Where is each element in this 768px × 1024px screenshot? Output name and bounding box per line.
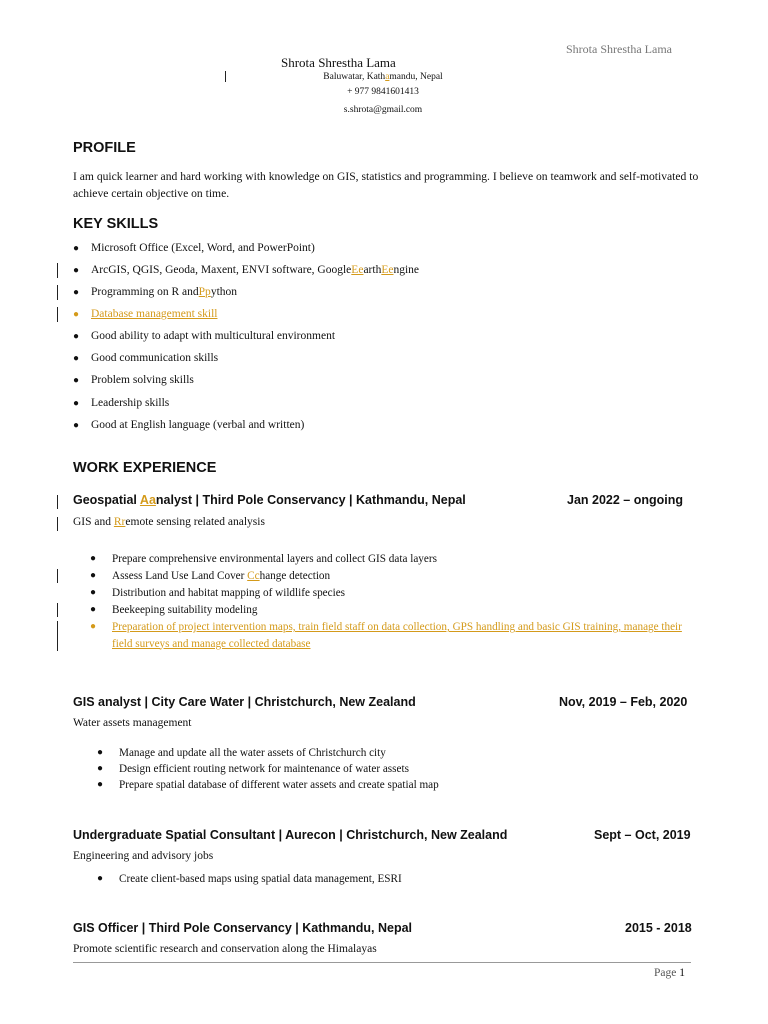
job-bullet: ● Design efficient routing network for maintenance of water assets — [97, 763, 409, 775]
change-bar — [57, 621, 58, 651]
change-bar — [57, 285, 58, 300]
skill-item: ● Leadership skills — [73, 397, 170, 409]
change-bar — [57, 517, 58, 531]
job-bullet: ● Manage and update all the water assets of Christchurch city — [97, 747, 386, 759]
running-header-name: Shrota Shrestha Lama — [566, 42, 672, 56]
skill-item: ● Good at English language (verbal and written) — [73, 419, 305, 431]
change-bar — [225, 71, 226, 82]
skill-item: ● Database management skill — [73, 308, 218, 320]
job-bullet: ● Prepare comprehensive environmental layers and collect GIS data layers — [90, 553, 437, 565]
change-bar — [57, 263, 58, 278]
change-bar — [57, 603, 58, 617]
job-bullet: ● Assess Land Use Land Cover Cchange detection — [90, 570, 331, 582]
job-bullet: ● Beekeeping suitability modeling — [90, 604, 258, 616]
job-description: Promote scientific research and conservation along the Himalayas — [73, 943, 377, 955]
page-number: Page 1 — [654, 967, 685, 979]
job-date: 2015 - 2018 — [625, 921, 692, 935]
job-title: Undergraduate Spatial Consultant | Aurecon | Christchurch, New Zealand — [73, 828, 508, 842]
skill-item: ● ArcGIS, QGIS, Geoda, Maxent, ENVI software, Google Ee arth Ee ngine — [73, 264, 420, 276]
change-bar — [57, 569, 58, 583]
applicant-name: Shrota Shrestha Lama — [281, 55, 396, 70]
change-bar — [57, 495, 58, 509]
job-description: Engineering and advisory jobs — [73, 850, 214, 862]
job-title: GIS Officer | Third Pole Conservancy | Kathmandu, Nepal — [73, 921, 413, 935]
profile-heading: PROFILE — [73, 140, 136, 156]
skills-heading: KEY SKILLS — [73, 216, 159, 232]
phone: + 977 9841601413 — [347, 87, 419, 97]
job-title: Geospatial Aanalyst | Third Pole Conservancy | Kathmandu, Nepal — [73, 493, 466, 507]
skill-item: ● Good communication skills — [73, 352, 219, 364]
job-title: GIS analyst | City Care Water | Christchurch, New Zealand — [73, 695, 416, 709]
email: s.shrota@gmail.com — [343, 105, 423, 115]
profile-text: I am quick learner and hard working with knowledge on GIS, statistics and programming. I believe on teamwork and self-motivated to achieve certain objective on time. — [73, 170, 699, 200]
skill-item: ● Microsoft Office (Excel, Word, and PowerPoint) — [73, 242, 315, 254]
job-bullet: ● Distribution and habitat mapping of wildlife species — [90, 587, 346, 599]
footer-rule — [73, 962, 691, 963]
job-bullet: ● Create client-based maps using spatial data management, ESRI — [97, 873, 402, 885]
skill-item: ● Good ability to adapt with multicultural environment — [73, 330, 336, 342]
job-date: Nov, 2019 – Feb, 2020 — [559, 695, 688, 709]
job-description: GIS and Rremote sensing related analysis — [73, 516, 265, 528]
job-date: Sept – Oct, 2019 — [594, 828, 691, 842]
job-bullet: ● Prepare spatial database of different water assets and create spatial map — [97, 779, 439, 791]
work-heading: WORK EXPERIENCE — [73, 460, 217, 476]
job-bullet: ● Preparation of project intervention maps, train field staff on data collection, GPS handling and basic GIS training, manage their field surveys and manage collected database — [90, 621, 682, 650]
job-description: Water assets management — [73, 717, 192, 729]
address: Baluwatar, Kathamandu, Nepal — [323, 72, 443, 82]
skill-item: ● Programming on R and Pp ython — [73, 286, 238, 298]
change-bar — [57, 307, 58, 322]
skill-item: ● Problem solving skills — [73, 374, 194, 386]
job-date: Jan 2022 – ongoing — [567, 493, 684, 507]
